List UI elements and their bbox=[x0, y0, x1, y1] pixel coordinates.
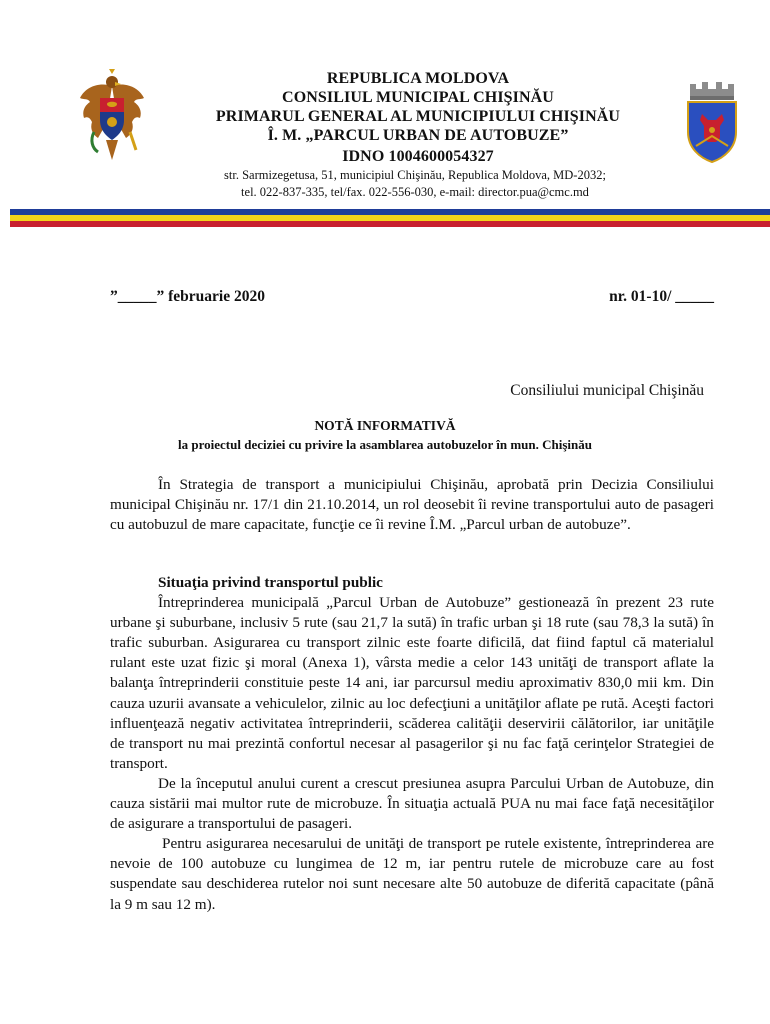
recipient: Consiliului municipal Chişinău bbox=[510, 382, 704, 399]
chisinau-coat-of-arms-icon bbox=[684, 78, 740, 164]
header-country: REPUBLICA MOLDOVA bbox=[326, 70, 510, 87]
header-council: CONSILIUL MUNICIPAL CHIŞINĂU bbox=[282, 89, 554, 106]
document-date: ”_____” februarie 2020 bbox=[110, 288, 265, 305]
document-number: nr. 01-10/ _____ bbox=[609, 288, 714, 305]
paragraph-3: Pentru asigurarea necesarului de unităţi de transport pe rutele existente, întreprinderea are nevoie de 100 autobuze cu lungimea de 12 m, iar pentru rutele de microbuze care au fost suspendate sau deschiderea rutelor noi sunt necesare alte 50 autobuze de diferită capacitate (până la 9 m sau 12 m). bbox=[110, 835, 714, 913]
document-title: NOTĂ INFORMATIVĂ bbox=[314, 418, 456, 433]
header-contacts: tel. 022-837-335, tel/fax. 022-556-030, e-mail: director.pua@cmc.md bbox=[241, 185, 589, 199]
moldova-coat-of-arms-icon bbox=[76, 68, 148, 164]
intro-text: În Strategia de transport a municipiului Chişinău, aprobată prin Decizia Consiliului municipal Chişinău nr. 17/1 din 21.10.2014, un rol deosebit îi revine transportului auto de pasageri cu autobuzul de mare capacitate, funcţie ce îi revine Î.M. „Parcul urban de autobuze”. bbox=[110, 476, 714, 534]
section-transport bbox=[110, 573, 714, 915]
paragraph-1: Întreprinderea municipală „Parcul Urban de Autobuze” gestionează în prezent 23 rute urbane şi suburbane, inclusiv 5 rute (sau 21,7 la sută) în trafic urban şi 18 rute (sau 78,3 la sută) în trafic suburban. Asigurarea cu transport zilnic este foarte dificilă, dat fiind faptul că materialul rulant este uzat fizic şi moral (Anexa 1), vârsta medie a celor 143 unităţi de transport aflate la balanţa întreprinderii constituie peste 14 ani, iar parcursul mediu aproximativ 830,0 mii km. Din cauza uzurii avansate a vehiculelor, zilnic au loc defecţiuni a unităţilor aflate pe rută. Aceşti factori influenţează negativ activitatea întreprinderii, scăderea calităţii deservirii călătorilor, iar unităţile de transport nu mai prezintă confortul necesar al pasagerilor şi nu fac faţă cerinţelor Strategiei de transport. bbox=[110, 594, 714, 772]
paragraph-2: De la începutul anului curent a crescut presiunea asupra Parcului Urban de Autobuze, din cauza sistării mai multor rute de microbuze. În situaţia actuală PUA nu mai face faţă necesităţilor de asigurare a transportului de pasageri. bbox=[110, 774, 714, 833]
document-subtitle: la proiectul deciziei cu privire la asamblarea autobuzelor în mun. Chişinău bbox=[178, 437, 592, 452]
stripe-red bbox=[10, 221, 770, 227]
intro-paragraph bbox=[110, 475, 714, 535]
header-enterprise: Î. M. „PARCUL URBAN DE AUTOBUZE” bbox=[267, 127, 569, 144]
header-idno: IDNO 1004600054327 bbox=[342, 148, 494, 165]
header-address: str. Sarmizegetusa, 51, municipiul Chişinău, Republica Moldova, MD-2032; bbox=[224, 168, 606, 182]
tricolor-stripe bbox=[10, 209, 770, 227]
section-title: Situaţia privind transportul public bbox=[158, 574, 383, 591]
header-mayor: PRIMARUL GENERAL AL MUNICIPIULUI CHIŞINĂU bbox=[215, 108, 621, 125]
